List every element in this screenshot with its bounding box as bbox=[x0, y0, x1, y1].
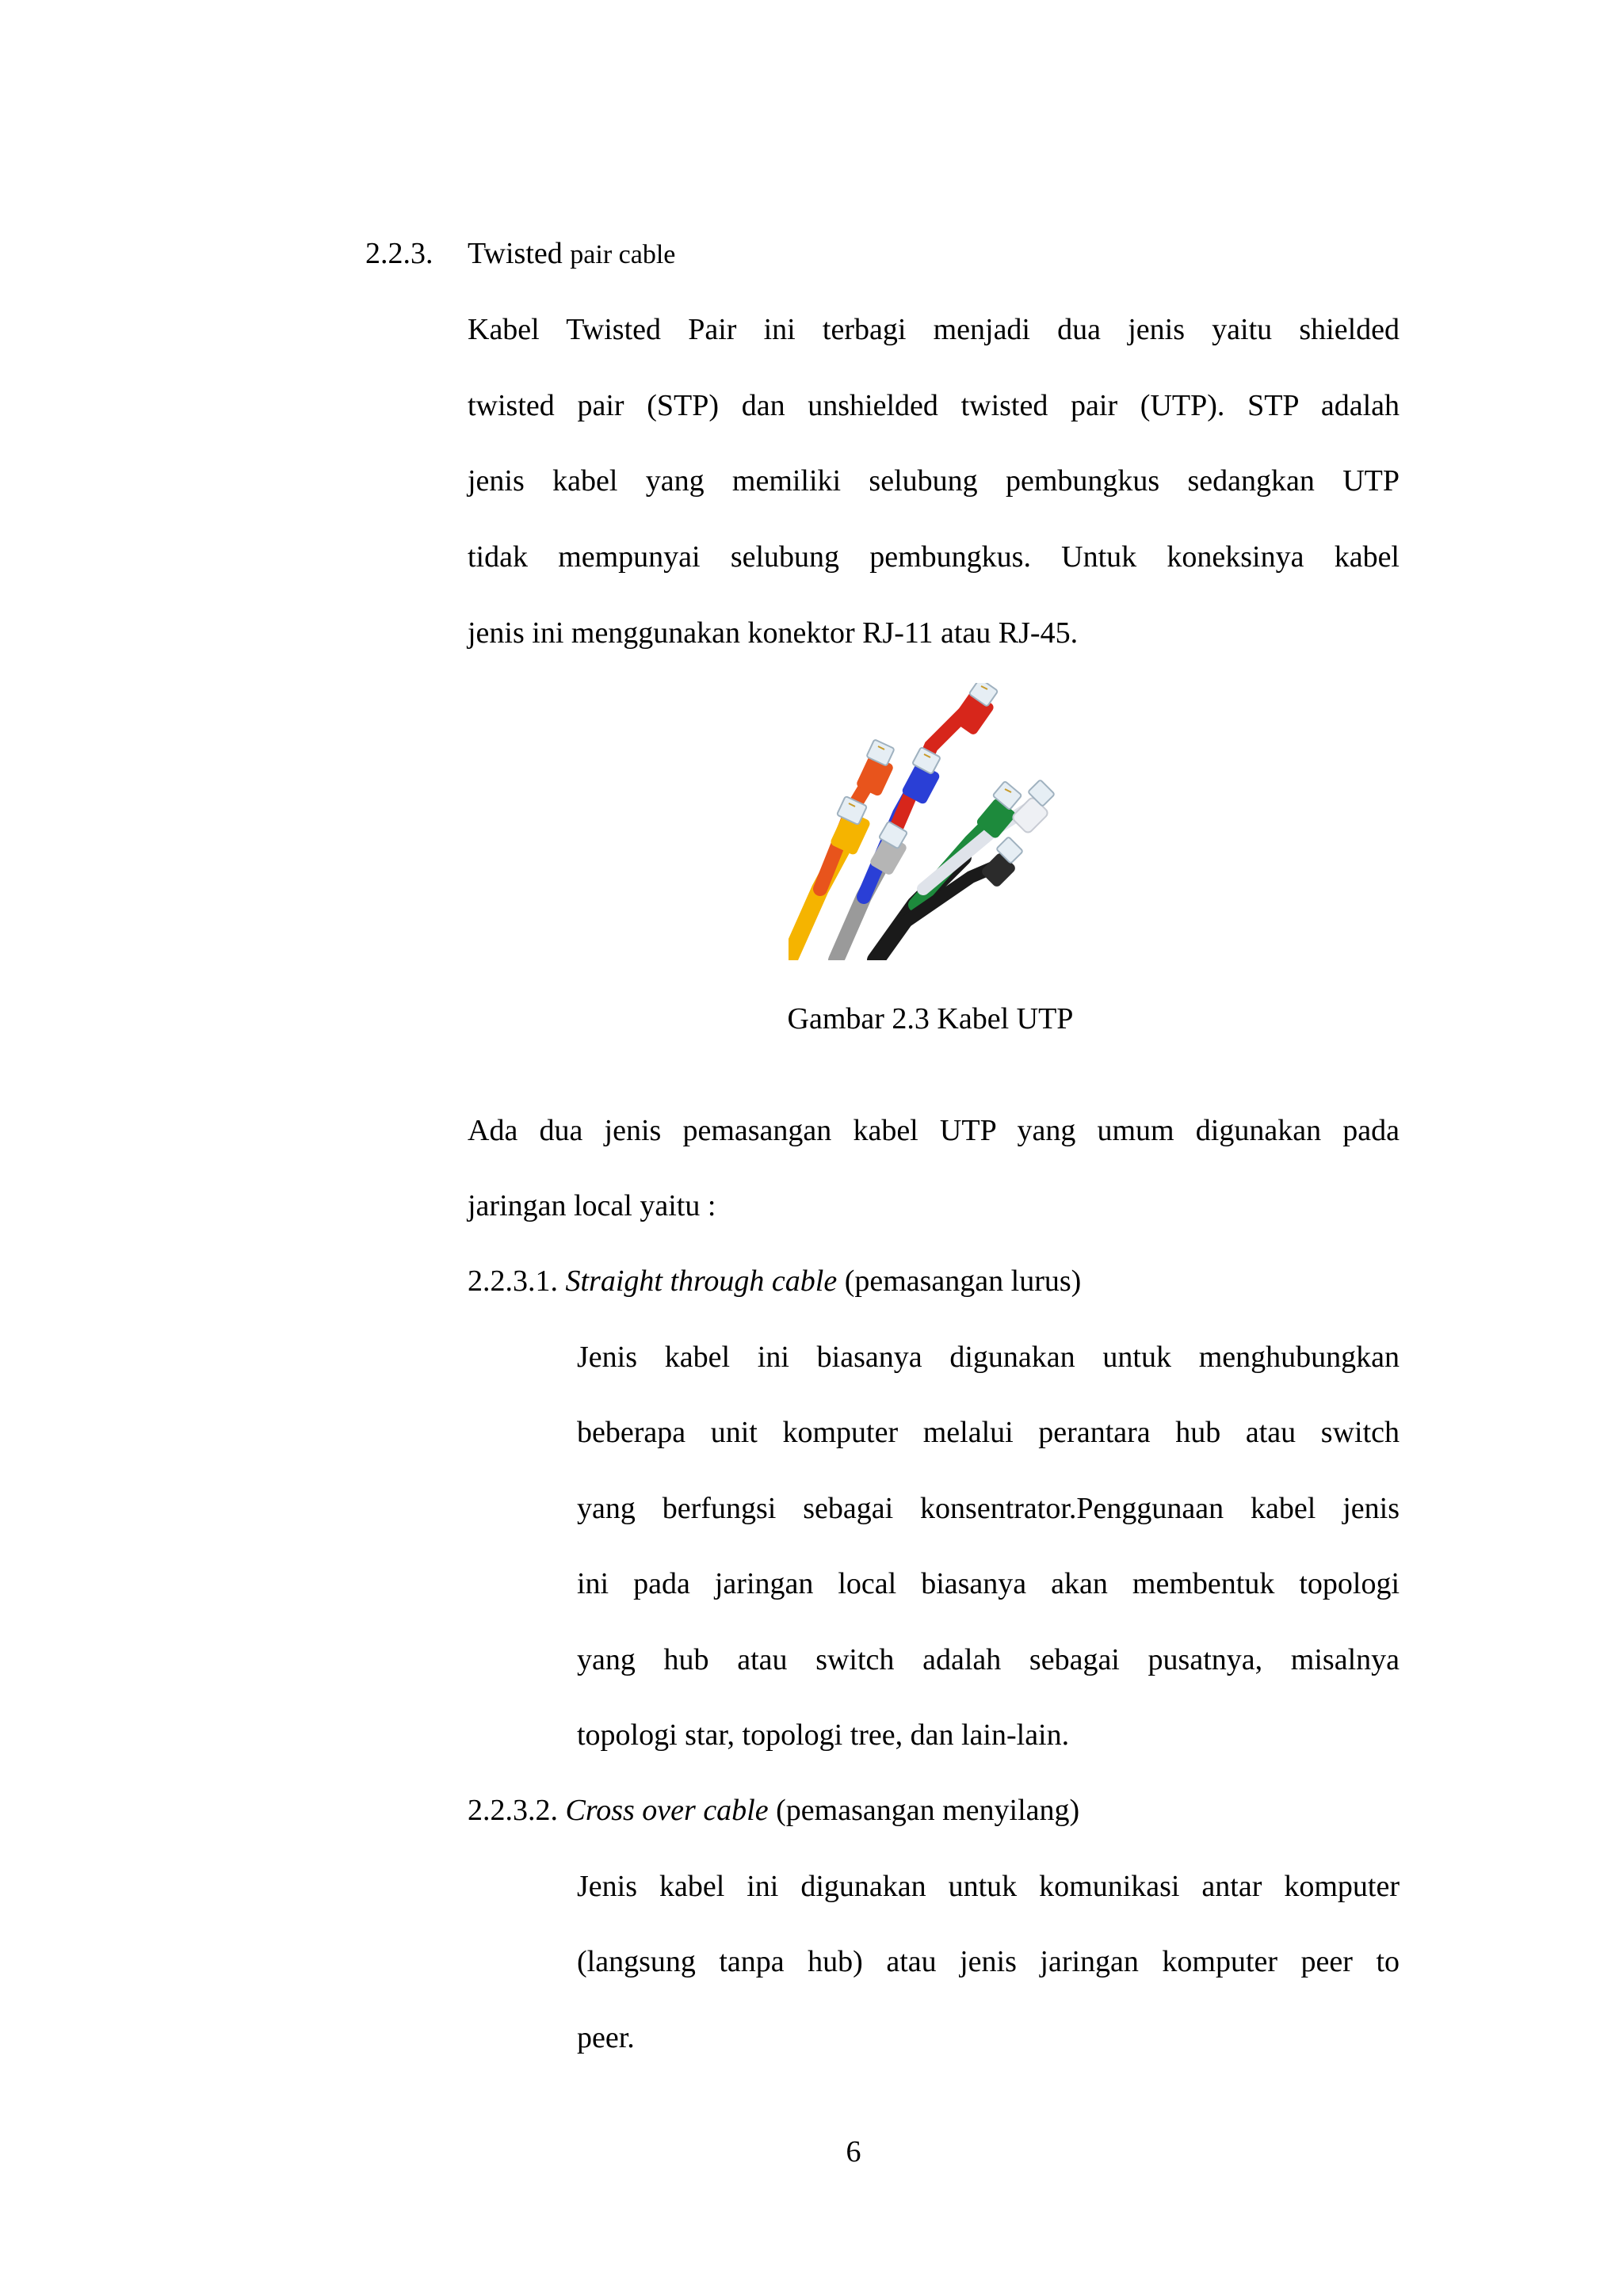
sub1-line-6: topologi star, topologi tree, dan lain-lain. bbox=[577, 1718, 1070, 1752]
intro-line-1: Kabel Twisted Pair ini terbagi menjadi dua jenis yaitu shielded bbox=[468, 313, 1400, 346]
subsection-1-number: 2.2.3.1. bbox=[468, 1264, 558, 1298]
subsection-2-heading bbox=[468, 1791, 1079, 1829]
subsection-2-number: 2.2.3.2. bbox=[468, 1794, 558, 1827]
page-number: 6 bbox=[846, 2135, 861, 2168]
intro-line-5: jenis ini menggunakan konektor RJ-11 atau RJ-45. bbox=[468, 616, 1079, 650]
intro-line-4: tidak mempunyai selubung pembungkus. Untuk koneksinya kabel bbox=[468, 540, 1400, 574]
figure-caption: Gambar 2.3 Kabel UTP bbox=[787, 1002, 1074, 1035]
intro-line-2: twisted pair (STP) dan unshielded twisted pair (UTP). STP adalah bbox=[468, 389, 1400, 422]
subsection-1-title-rest: (pemasangan lurus) bbox=[844, 1264, 1082, 1298]
sub2-line-2: (langsung tanpa hub) atau jenis jaringan komputer peer to bbox=[577, 1945, 1400, 1978]
sub1-line-2: beberapa unit komputer melalui perantara hub atau switch bbox=[577, 1416, 1400, 1449]
section-number: 2.2.3. bbox=[365, 237, 433, 270]
subsection-2-title-italic: Cross over cable bbox=[565, 1794, 769, 1827]
subsection-1-heading bbox=[468, 1262, 1081, 1300]
types-intro-line-2: jaringan local yaitu : bbox=[468, 1189, 716, 1222]
section-title-small: pair cable bbox=[570, 240, 676, 269]
sub1-line-3: yang berfungsi sebagai konsentrator.Penggunaan kabel jenis bbox=[577, 1492, 1400, 1525]
section-heading bbox=[365, 235, 433, 273]
types-intro-line-1: Ada dua jenis pemasangan kabel UTP yang umum digunakan pada bbox=[468, 1114, 1400, 1147]
sub1-line-1: Jenis kabel ini biasanya digunakan untuk menghubungkan bbox=[577, 1341, 1400, 1374]
intro-line-3: jenis kabel yang memiliki selubung pembungkus sedangkan UTP bbox=[468, 464, 1400, 498]
sub1-line-5: yang hub atau switch adalah sebagai pusatnya, misalnya bbox=[577, 1643, 1400, 1676]
section-title-main: Twisted bbox=[468, 237, 563, 270]
sub2-line-3: peer. bbox=[577, 2021, 635, 2054]
section-title bbox=[468, 235, 675, 274]
sub2-line-1: Jenis kabel ini digunakan untuk komunikasi antar komputer bbox=[577, 1870, 1400, 1903]
subsection-2-title-rest: (pemasangan menyilang) bbox=[776, 1794, 1080, 1827]
utp-cable-image bbox=[789, 683, 1074, 960]
subsection-1-title-italic: Straight through cable bbox=[565, 1264, 838, 1298]
sub1-line-4: ini pada jaringan local biasanya akan membentuk topologi bbox=[577, 1567, 1400, 1600]
